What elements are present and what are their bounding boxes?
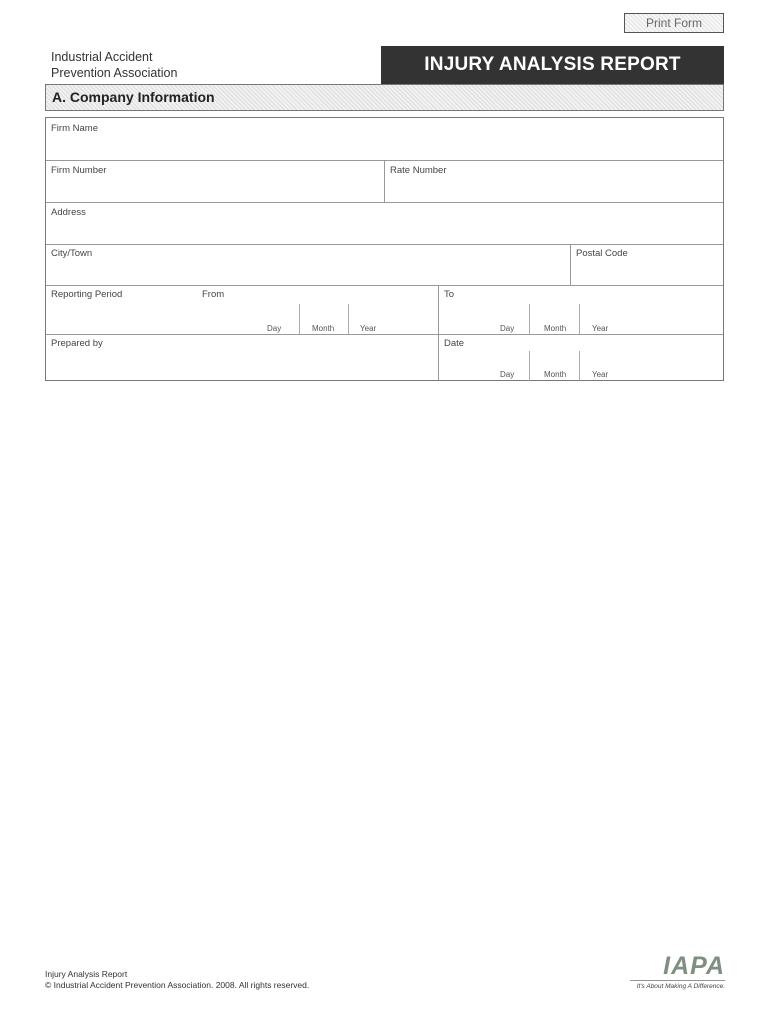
- prepared-by-label: Prepared by: [51, 338, 103, 349]
- from-day-label: Day: [267, 324, 282, 333]
- rate-number-label: Rate Number: [390, 165, 447, 176]
- to-day-field[interactable]: [439, 304, 529, 334]
- iapa-logo: [630, 953, 725, 990]
- footer: [45, 969, 309, 991]
- firm-name-field[interactable]: [46, 118, 723, 160]
- date-day-field[interactable]: [439, 351, 529, 381]
- reporting-period-label: Reporting Period: [51, 289, 123, 300]
- footer-title: Injury Analysis Report: [45, 969, 128, 979]
- divider: [529, 304, 530, 334]
- from-month-label: Month: [312, 324, 335, 333]
- firm-number-label: Firm Number: [51, 165, 107, 176]
- city-town-label: City/Town: [51, 248, 93, 259]
- print-form-button[interactable]: Print Form: [624, 13, 724, 33]
- section-a-title: A. Company Information: [52, 89, 215, 105]
- address-field[interactable]: [46, 203, 723, 244]
- report-title: INJURY ANALYSIS REPORT: [381, 46, 724, 84]
- from-year-label: Year: [360, 324, 377, 333]
- to-month-label: Month: [544, 324, 567, 333]
- divider: [46, 285, 723, 286]
- date-month-label: Month: [544, 370, 567, 379]
- date-year-label: Year: [592, 370, 609, 379]
- firm-name-label: Firm Name: [51, 123, 98, 134]
- date-day-label: Day: [500, 370, 515, 379]
- logo-rule: [630, 980, 725, 981]
- organization-line-1: Industrial Accident: [51, 50, 153, 64]
- to-year-label: Year: [592, 324, 609, 333]
- from-day-field[interactable]: [202, 304, 299, 334]
- logo-mark: IAPA: [663, 952, 725, 980]
- logo-tagline: It's About Making A Difference.: [636, 983, 725, 990]
- prepared-by-field[interactable]: [46, 335, 438, 381]
- section-a-header: [45, 84, 724, 111]
- company-information-form: [45, 117, 724, 381]
- divider: [529, 351, 530, 381]
- to-label: To: [444, 289, 455, 300]
- to-day-label: Day: [500, 324, 515, 333]
- organization-line-2: Prevention Association: [51, 66, 178, 80]
- divider: [384, 160, 385, 202]
- divider: [570, 244, 571, 285]
- address-label: Address: [51, 207, 86, 218]
- from-label: From: [202, 289, 225, 300]
- footer-copyright: © Industrial Accident Prevention Association. 2008. All rights reserved.: [45, 980, 310, 990]
- organization-name: [51, 49, 177, 81]
- postal-code-label: Postal Code: [576, 248, 628, 259]
- divider: [299, 304, 300, 334]
- date-label: Date: [444, 338, 465, 349]
- city-town-field[interactable]: [46, 245, 570, 285]
- divider: [348, 304, 349, 334]
- divider: [579, 304, 580, 334]
- divider: [579, 351, 580, 381]
